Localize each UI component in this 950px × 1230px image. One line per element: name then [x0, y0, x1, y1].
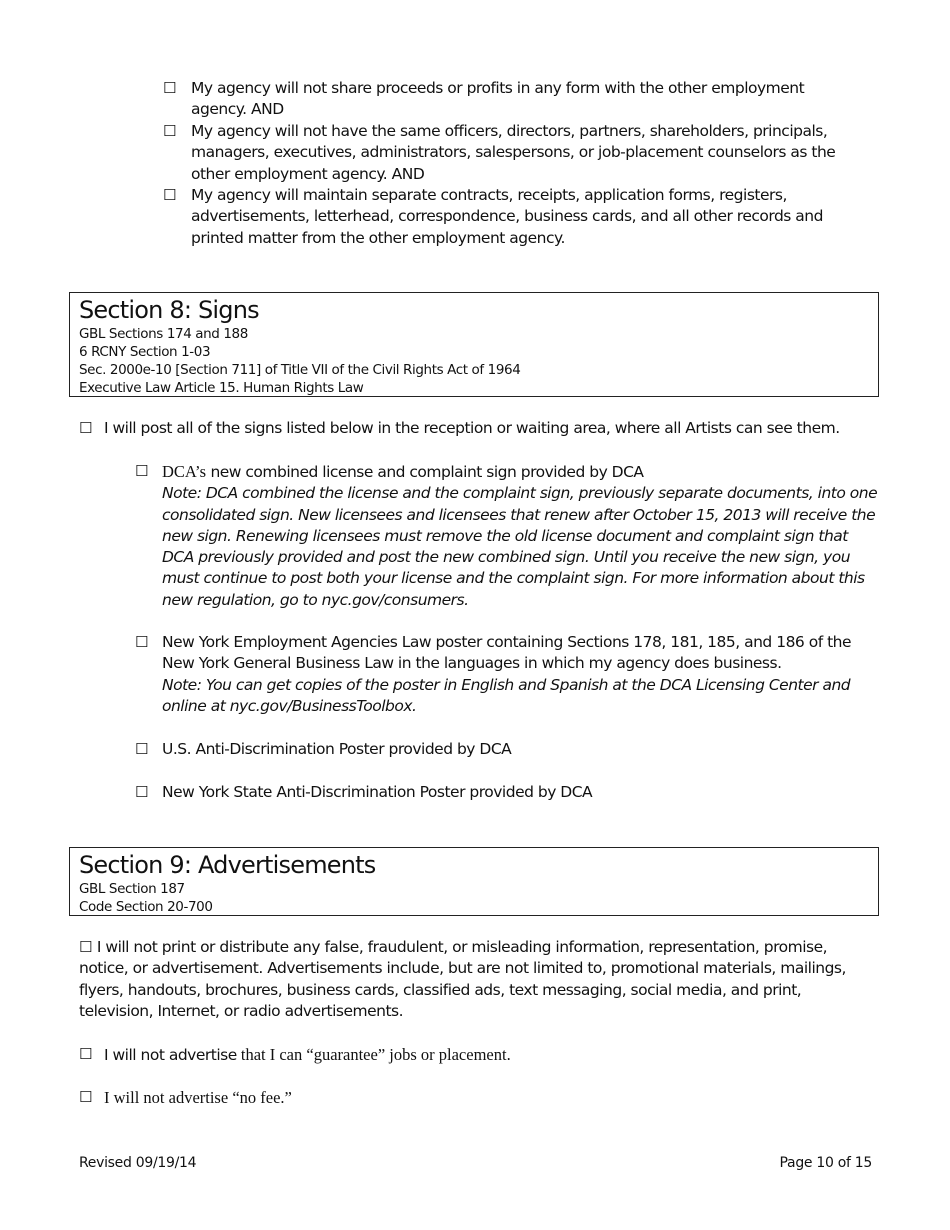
sign-item-1: [162, 461, 882, 611]
checkbox[interactable]: ☐: [163, 186, 177, 204]
section8-ref: Executive Law Article 15. Human Rights Law: [79, 380, 364, 396]
sign-item-2-text: New York Employment Agencies Law poster containing Sections 178, 181, 185, and 186 of the New York General Business Law in the languages in which my agency does business.: [162, 633, 852, 673]
checkbox[interactable]: ☐: [135, 462, 149, 480]
sign-item-1-note: Note: DCA combined the license and the complaint sign, previously separate documents, into one consolidated sign. New licensees and licensees that renew after October 15, 2013 will receive the new sign. Renewing licensees must remove the old license document and complaint sign that DCA previously provided and post the new combined sign. Until you receive the new sign, you must continue to post both your license and the complaint sign. For more information about this new regulation, go to nyc.gov/consumers.: [162, 484, 878, 609]
top-item-3-text: My agency will maintain separate contracts, receipts, application forms, registers, advertisements, letterhead, correspondence, business cards, and all other records and printed matter from the other employment agency.: [191, 186, 823, 247]
section8-header: [69, 292, 879, 397]
sign-item-1-text: new combined license and complaint sign provided by DCA: [206, 463, 644, 481]
checkbox[interactable]: ☐: [135, 783, 149, 801]
sign-item-3-text: U.S. Anti-Discrimination Poster provided by DCA: [162, 740, 512, 758]
sign-item-4-text: New York State Anti-Discrimination Poster provided by DCA: [162, 783, 593, 801]
sign-item-2: [162, 632, 862, 717]
ad-item-2-text: I will not advertise: [104, 1046, 237, 1064]
section9-header: [69, 847, 879, 916]
ad-item-2: [104, 1044, 804, 1066]
section8-ref: GBL Sections 174 and 188: [79, 326, 248, 342]
section8-main-text: I will post all of the signs listed below in the reception or waiting area, where all Artists can see them.: [104, 419, 840, 437]
checkbox[interactable]: ☐: [135, 633, 149, 651]
checkbox[interactable]: ☐: [79, 1088, 93, 1106]
checkbox[interactable]: ☐: [79, 938, 93, 956]
ad-item-1: [79, 937, 879, 1022]
footer-revised: Revised 09/19/14: [79, 1155, 197, 1171]
checkbox[interactable]: ☐: [163, 122, 177, 140]
section9-ref: Code Section 20-700: [79, 899, 213, 915]
sign-item-2-note: Note: You can get copies of the poster in English and Spanish at the DCA Licensing Center and online at nyc.gov/BusinessToolbox.: [162, 675, 851, 715]
ad-item-2-serif: that I can “guarantee” jobs or placement.: [236, 1045, 511, 1064]
section9-ref: GBL Section 187: [79, 881, 185, 897]
ad-item-1-text: I will not print or distribute any false, fraudulent, or misleading information, representation, promise, notice, or advertisement. Advertisements include, but are not limited to, promotional materials, mailings, flyers, handouts, brochures, business cards, classified ads, text messaging, social media, and print, television, Internet, or radio advertisements.: [79, 938, 846, 1020]
section9-title: Section 9: Advertisements: [79, 851, 376, 879]
section8-ref: Sec. 2000e-10 [Section 711] of Title VII of the Civil Rights Act of 1964: [79, 362, 521, 378]
footer-page: Page 10 of 15: [779, 1155, 872, 1171]
top-item-1-text: My agency will not share proceeds or profits in any form with the other employment agency. AND: [191, 79, 805, 119]
ad-item-3: [104, 1087, 804, 1109]
section8-ref: 6 RCNY Section 1-03: [79, 344, 211, 360]
sign-item-1-serif: DCA’s: [162, 462, 207, 481]
checkbox[interactable]: ☐: [135, 740, 149, 758]
checkbox[interactable]: ☐: [79, 419, 93, 437]
top-item-2-text: My agency will not have the same officers, directors, partners, shareholders, principals, managers, executives, administrators, salespersons, or job-placement counselors as the other employment agency. AND: [191, 122, 836, 183]
section8-title: Section 8: Signs: [79, 296, 259, 324]
checkbox[interactable]: ☐: [163, 79, 177, 97]
ad-item-3-serif: “no fee.”: [228, 1088, 292, 1107]
checkbox[interactable]: ☐: [79, 1045, 93, 1063]
ad-item-3-text: I will not advertise: [104, 1088, 229, 1107]
